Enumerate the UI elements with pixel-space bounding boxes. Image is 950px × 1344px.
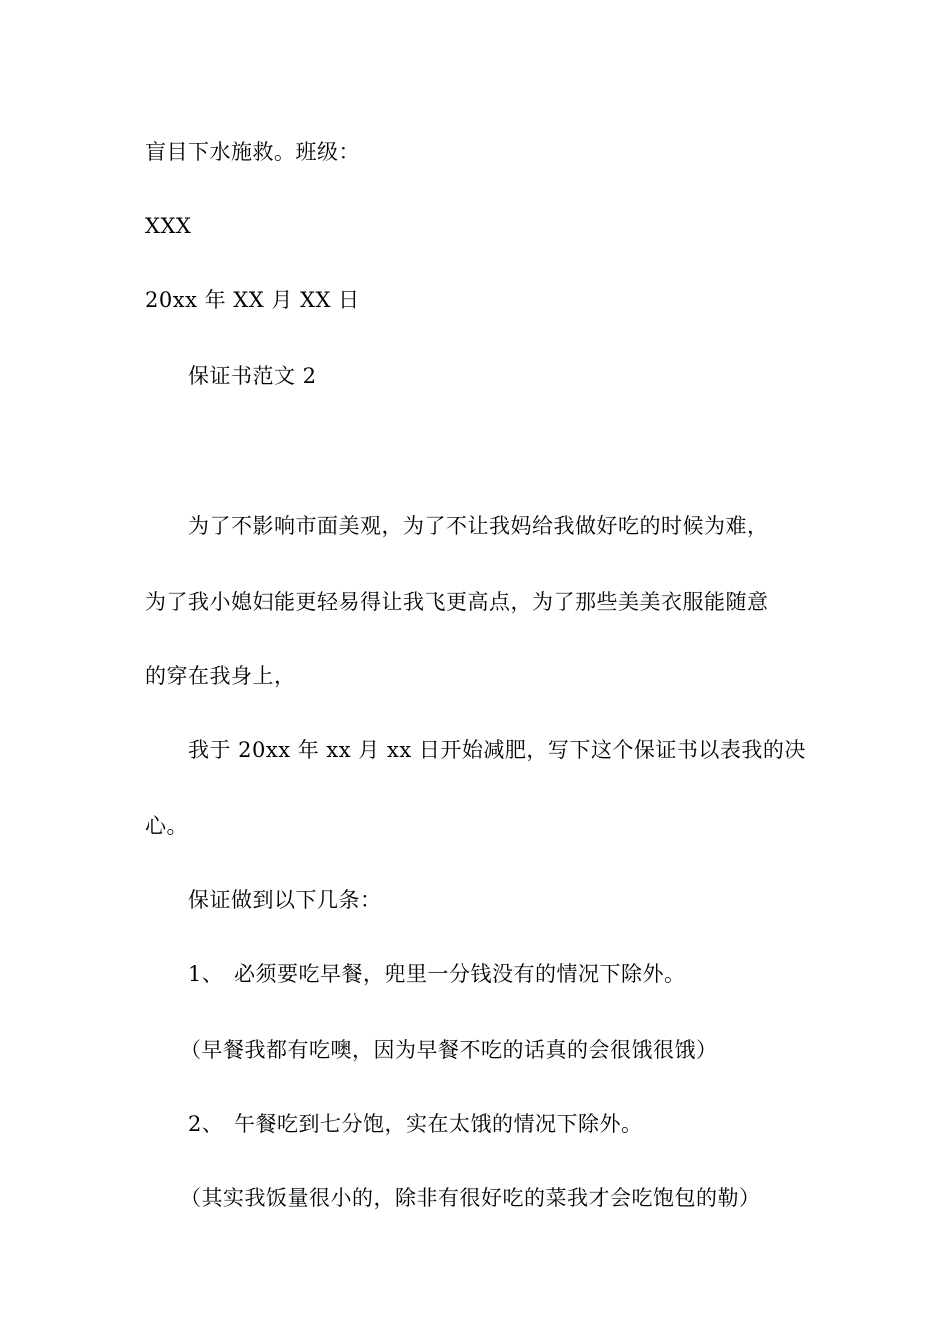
list-item xyxy=(188,960,686,988)
list-item-text: 午餐吃到七分饱，实在太饿的情况下除外。 xyxy=(234,1112,643,1136)
list-item-number: 1、 xyxy=(188,962,224,986)
paragraph-line: 为了我小媳妇能更轻易得让我飞更高点，为了那些美美衣服能随意 xyxy=(145,590,769,614)
signature-name: XXX xyxy=(145,214,192,238)
paragraph-line: 心。 xyxy=(145,814,188,838)
list-note: （其实我饭量很小的，除非有很好吃的菜我才会吃饱包的勒） xyxy=(180,1186,761,1210)
list-note: （早餐我都有吃噢，因为早餐不吃的话真的会很饿很饿） xyxy=(180,1038,718,1062)
section-title: 保证书范文 2 xyxy=(188,364,317,388)
list-item xyxy=(188,1110,643,1138)
list-item-text: 必须要吃早餐，兜里一分钱没有的情况下除外。 xyxy=(234,962,686,986)
list-item-number: 2、 xyxy=(188,1112,224,1136)
paragraph-line: 为了不影响市面美观，为了不让我妈给我做好吃的时候为难， xyxy=(188,514,769,538)
list-intro: 保证做到以下几条： xyxy=(188,888,382,912)
text-line: 盲目下水施救。班级： xyxy=(145,140,360,164)
paragraph-line: 的穿在我身上， xyxy=(145,664,296,688)
signature-date: 20xx 年 XX 月 XX 日 xyxy=(145,288,360,312)
paragraph-line: 我于 20xx 年 xx 月 xx 日开始减肥，写下这个保证书以表我的决 xyxy=(188,738,806,762)
